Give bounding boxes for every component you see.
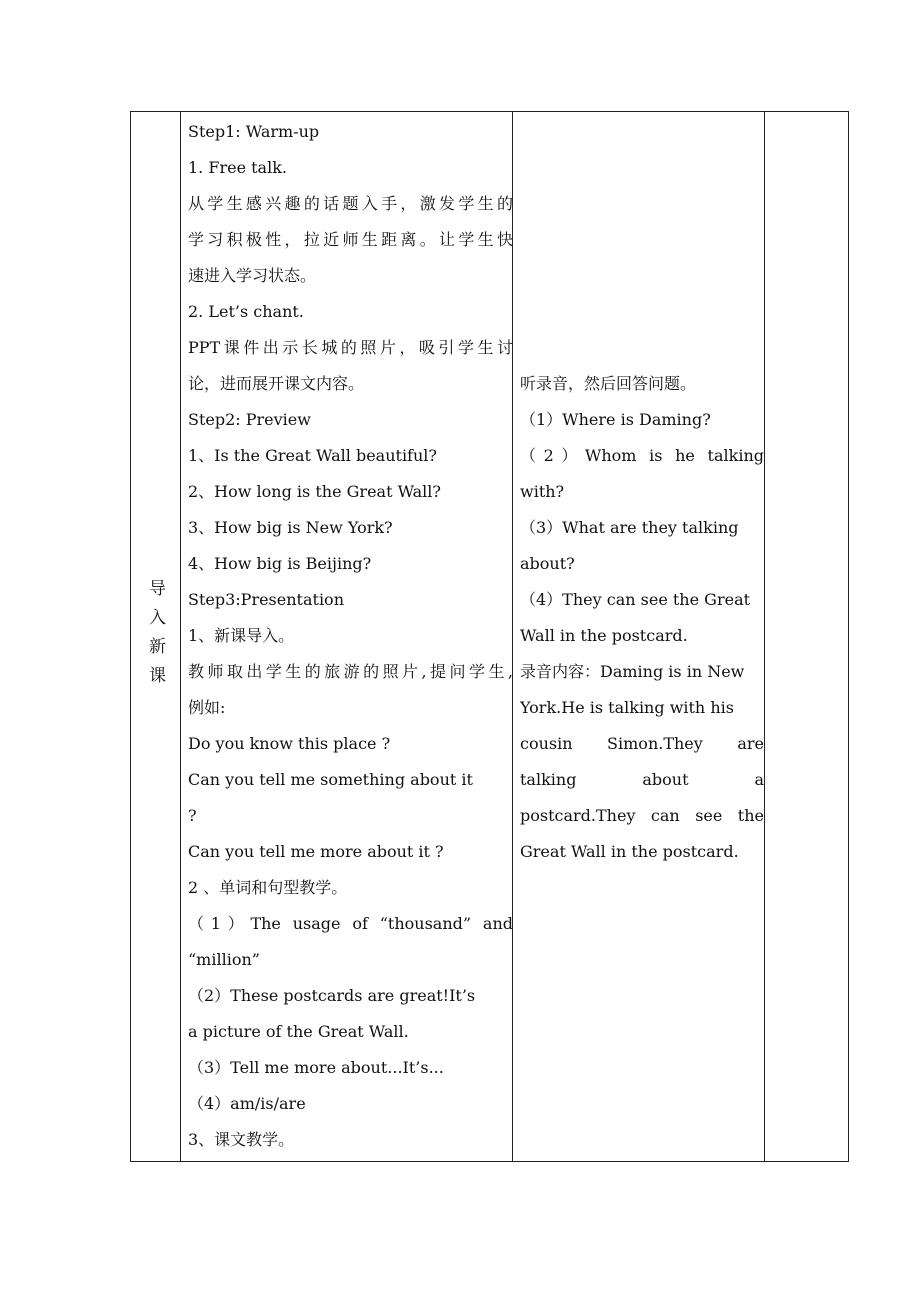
column-divider [764, 112, 765, 1161]
teaching-line: 从学生感兴趣的话题入手，激发学生的 [188, 194, 513, 213]
section-label-cell [131, 112, 180, 1161]
student-line: 听录音，然后回答问题。 [520, 374, 697, 393]
teaching-line: Step1: Warm-up [188, 122, 320, 141]
teaching-line: （1）The usage of “thousand” and [188, 914, 513, 933]
student-line: talking about a [520, 770, 764, 789]
teaching-line: PPT课件出示长城的照片，吸引学生讨 [188, 338, 513, 357]
teaching-line: （3）Tell me more about...It’s... [188, 1058, 444, 1077]
student-line: about? [520, 554, 575, 573]
section-label: 导入新课 [145, 578, 165, 695]
student-activity-cell [520, 366, 764, 870]
student-line: （1）Where is Daming? [520, 410, 711, 429]
teaching-line: Can you tell me more about it ? [188, 842, 444, 861]
student-line: cousin Simon.They are [520, 734, 764, 753]
student-line: 录音内容：Daming is in New [520, 662, 745, 681]
lesson-table [130, 111, 849, 1162]
teaching-line: 教师取出学生的旅游的照片,提问学生, [188, 662, 513, 681]
teaching-line: 1. Free talk. [188, 158, 287, 177]
student-line: （4）They can see the Great [520, 590, 751, 609]
teaching-line: Can you tell me something about it [188, 770, 473, 789]
teaching-line: 3、课文教学。 [188, 1130, 295, 1149]
student-line: with? [520, 482, 565, 501]
student-line: postcard.They can see the [520, 806, 764, 825]
teaching-line: （4）am/is/are [188, 1094, 306, 1113]
teaching-line: （2）These postcards are great!It’s [188, 986, 476, 1005]
teaching-line: ? [188, 806, 197, 825]
teaching-line: 学习积极性，拉近师生距离。让学生快 [188, 230, 513, 249]
student-line: （3）What are they talking [520, 518, 739, 537]
teaching-line: Step2: Preview [188, 410, 311, 429]
student-line: Great Wall in the postcard. [520, 842, 739, 861]
student-line: York.He is talking with his [520, 698, 734, 717]
teaching-line: 4、How big is Beijing? [188, 554, 372, 573]
teaching-line: 论，进而展开课文内容。 [188, 374, 365, 393]
teaching-line: Step3:Presentation [188, 590, 344, 609]
teaching-line: 1、Is the Great Wall beautiful? [188, 446, 437, 465]
teaching-line: 2. Let’s chant. [188, 302, 304, 321]
student-line: （2）Whom is he talking [520, 446, 764, 465]
teaching-line: 例如: [188, 698, 226, 717]
teaching-line: a picture of the Great Wall. [188, 1022, 409, 1041]
column-divider [180, 112, 181, 1161]
teaching-line: 1、新课导入。 [188, 626, 295, 645]
teaching-process-cell [188, 114, 513, 1158]
teaching-line: 3、How big is New York? [188, 518, 393, 537]
teaching-line: Do you know this place ? [188, 734, 391, 753]
teaching-line: 2 、单词和句型教学。 [188, 878, 348, 897]
teaching-line: 速进入学习状态。 [188, 266, 317, 285]
teaching-line: 2、How long is the Great Wall? [188, 482, 441, 501]
student-line: Wall in the postcard. [520, 626, 688, 645]
teaching-line: “million” [188, 950, 260, 969]
